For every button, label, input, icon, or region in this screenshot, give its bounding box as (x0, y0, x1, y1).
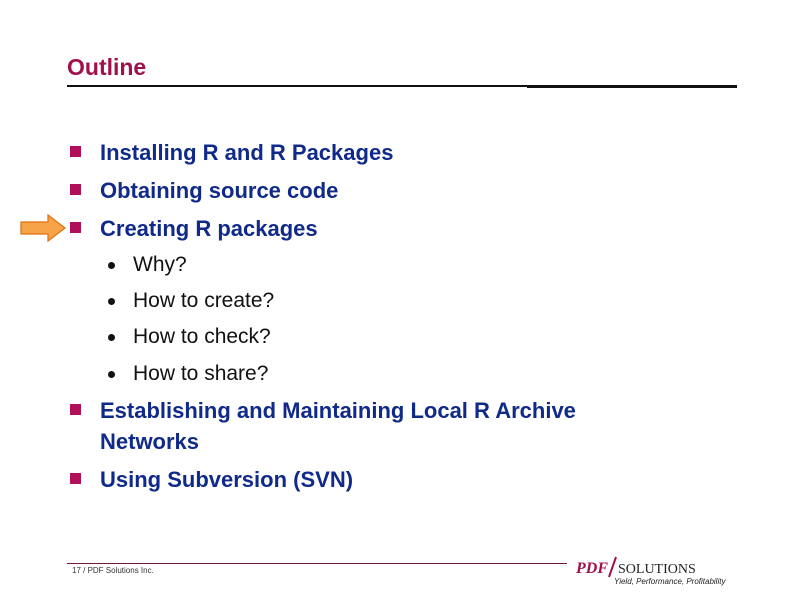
dot-bullet-icon (108, 298, 115, 305)
bullet-text: Installing R and R Packages (100, 140, 394, 165)
square-bullet-icon (70, 404, 81, 415)
dot-bullet-icon (108, 371, 115, 378)
title-rule-accent (527, 85, 737, 88)
square-bullet-icon (70, 222, 81, 233)
dot-bullet-icon (108, 334, 115, 341)
footer-rule (67, 563, 567, 564)
square-bullet-icon (70, 146, 81, 157)
sub-bullet-text: How to create? (133, 289, 275, 312)
square-bullet-icon (70, 473, 81, 484)
bullet-text: Obtaining source code (100, 178, 339, 203)
bullet-text: Using Subversion (SVN) (100, 467, 354, 492)
current-section-arrow-icon (20, 214, 66, 242)
logo-right-text: SOLUTIONS (618, 562, 696, 577)
bullet-text: Establishing and Maintaining Local R Archive (100, 398, 576, 423)
footer-page-info: 17 / PDF Solutions Inc. (72, 566, 154, 575)
square-bullet-icon (70, 184, 81, 195)
logo-left-text: PDF (576, 560, 608, 577)
sub-bullet-text: Why? (133, 253, 187, 276)
sub-bullet-text: How to share? (133, 362, 269, 385)
sub-bullet-text: How to check? (133, 325, 271, 348)
bullet-continuation-text: Networks (100, 429, 200, 454)
footer-tagline: Yield, Performance, Profitability (614, 577, 726, 586)
slide-title: Outline (67, 54, 147, 80)
dot-bullet-icon (108, 262, 115, 269)
bullet-text: Creating R packages (100, 216, 318, 241)
